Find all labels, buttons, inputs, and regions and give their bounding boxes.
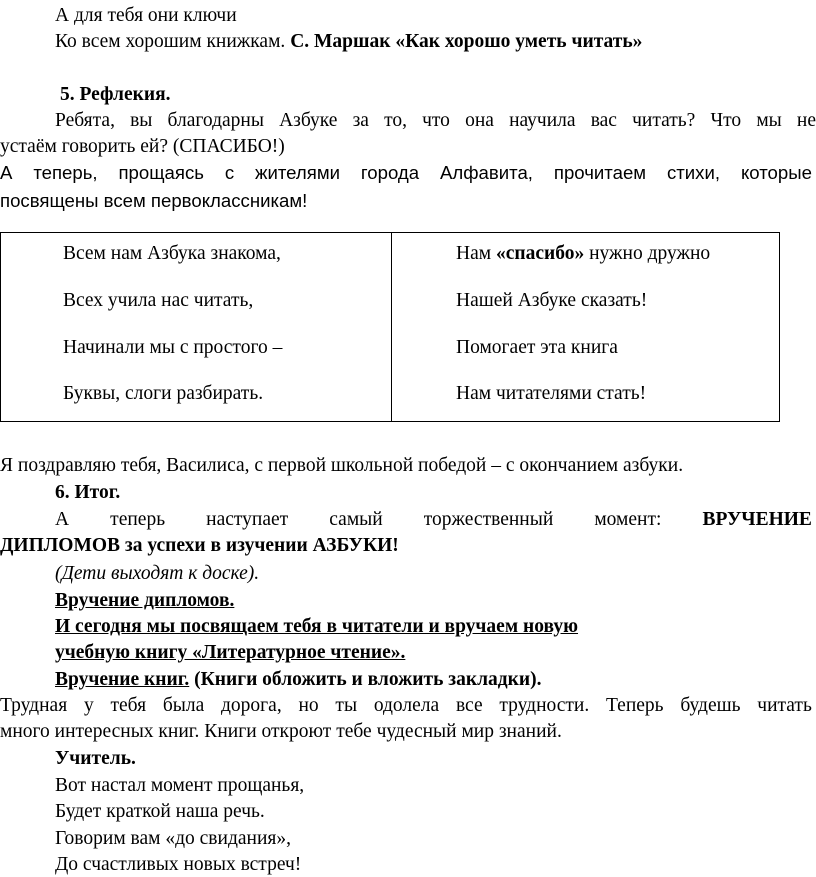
poem-table-divider (391, 233, 392, 421)
farewell-paragraph-line-1 (0, 164, 812, 183)
diplomas-award: Вручение дипломов. (55, 590, 235, 611)
ceremony-paragraph-line-1 (55, 510, 812, 530)
reflection-paragraph-line-2: устаём говорить ей? (СПАСИБО!) (0, 136, 285, 157)
word: благодарны (167, 110, 264, 131)
word: читать (757, 695, 812, 716)
word: вы (130, 110, 153, 131)
poem-table (0, 232, 780, 422)
word: все (455, 695, 483, 716)
word: научила (509, 110, 576, 131)
word: будешь (680, 695, 741, 716)
word: А (55, 509, 70, 530)
congratulations-text: Я поздравляю тебя, Василиса, с первой школьной победой – с окончанием азбуки. (0, 455, 684, 476)
word: с (224, 162, 235, 183)
poem-right-line-1-before: Нам (456, 243, 496, 264)
word: стихи, (666, 162, 721, 183)
word: тебя (110, 695, 147, 716)
reflection-paragraph-line-1 (55, 111, 816, 131)
teacher-verse-line-2: Будет краткой наша речь. (55, 801, 265, 822)
word: трудности. (499, 695, 590, 716)
poem-left-line-1: Всем нам Азбука знакома, (63, 243, 281, 264)
word: прощаясь (118, 162, 204, 183)
teacher-verse-line-3: Говорим вам «до свидания», (55, 828, 291, 849)
hard-road-line-2: много интересных книг. Книги откроют тебе чудесный мир знаний. (0, 721, 562, 742)
word: была (162, 695, 205, 716)
word: Что (710, 110, 742, 131)
poem-left-line-4: Буквы, слоги разбирать. (63, 383, 264, 404)
word: читать? (632, 110, 696, 131)
word: что (422, 110, 450, 131)
word: А (0, 162, 13, 183)
farewell-paragraph-line-2: посвящены всем первоклассникам! (0, 190, 308, 211)
books-award (55, 670, 541, 690)
word: одолела (373, 695, 440, 716)
books-award-note: (Книги обложить и вложить закладки). (189, 669, 542, 690)
teacher-verse-line-4: До счастливых новых встреч! (55, 854, 302, 875)
poem-right-line-4: Нам читателями стать! (456, 383, 647, 404)
word: теперь (110, 509, 166, 530)
word: Ребята, (55, 110, 115, 131)
children-note: (Дети выходят к доске). (55, 563, 260, 584)
word: то, (384, 110, 407, 131)
word: прочитаем (553, 162, 647, 183)
word: самый (329, 509, 383, 530)
reader-dedication-line-1: И сегодня мы посвящаем тебя в читатели и вручаем новую (55, 616, 579, 637)
teacher-verse-line-1: Вот настал момент прощанья, (55, 775, 305, 796)
word: не (796, 110, 816, 131)
word: Трудная (0, 695, 68, 716)
teacher-label: Учитель. (55, 748, 136, 769)
word: она (465, 110, 494, 131)
poem-thanks-word: «спасибо» (495, 243, 585, 264)
intro-line-2-text: Ко всем хорошим книжкам. (55, 31, 286, 52)
poem-left-line-3: Начинали мы с простого – (63, 337, 283, 358)
word: города (360, 162, 420, 183)
reader-dedication-line-2: учебную книгу «Литературное чтение». (55, 642, 406, 663)
section-5-heading: 5. Рефлекия. (60, 84, 171, 105)
word: торжественный (423, 509, 554, 530)
books-award-title: Вручение книг. (55, 669, 190, 690)
word: Теперь (606, 695, 664, 716)
poem-right-line-1-after: нужно дружно (584, 243, 711, 264)
poem-right-line-2: Нашей Азбуке сказать! (456, 290, 648, 311)
word: мы (756, 110, 782, 131)
word: жителями (255, 162, 340, 183)
word: теперь, (33, 162, 98, 183)
word: Алфавита, (440, 162, 533, 183)
word: Азбуке (279, 110, 338, 131)
ceremony-paragraph-line-2: ДИПЛОМОВ за успехи в изучении АЗБУКИ! (0, 535, 399, 556)
poem-right-line-1 (456, 244, 710, 264)
word: которые (740, 162, 812, 183)
poem-right-line-3: Помогает эта книга (456, 337, 618, 358)
section-6-heading: 6. Итог. (55, 482, 121, 503)
word: наступает (206, 509, 289, 530)
word-bold: ВРУЧЕНИЕ (702, 509, 812, 530)
word: за (352, 110, 369, 131)
intro-line-2 (55, 32, 642, 52)
word: ты (335, 695, 358, 716)
word: у (83, 695, 94, 716)
word: вас (590, 110, 617, 131)
hard-road-line-1 (0, 696, 812, 716)
word: дорога, (221, 695, 282, 716)
word: момент: (594, 509, 662, 530)
intro-attribution: С. Маршак «Как хорошо уметь читать» (290, 31, 643, 52)
word: но (298, 695, 319, 716)
intro-line-1: А для тебя они ключи (55, 5, 237, 26)
poem-left-line-2: Всех учила нас читать, (63, 290, 254, 311)
